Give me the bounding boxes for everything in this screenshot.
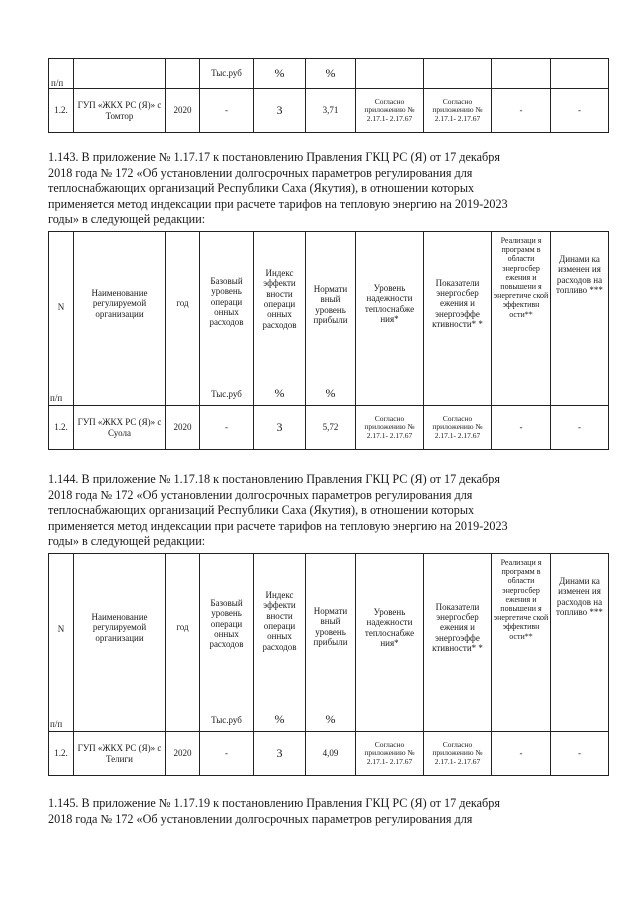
header-norm: Нормати вный уровень прибыли % [306,232,356,406]
year-cell: 2020 [166,89,200,133]
reliability-cell: Согласно приложению № 2.17.1- 2.17.67 [356,406,424,450]
header-dynamics: Динами ка изменен ия расходов на топливо *** [551,232,609,406]
header-dynamics: Динами ка изменен ия расходов на топливо *** [551,554,609,732]
section-paragraph [48,472,608,550]
header-np: п/п [50,392,63,403]
header-index: Индекс эффекти вности операци онных расходов % [254,232,306,406]
reliability-cell: Согласно приложению № 2.17.1- 2.17.67 [356,89,424,133]
paragraph-line: применяется метод индексации при расчете тарифов на тепловую энергию на 2019-2023 [48,196,508,211]
base-cell: - [200,406,254,450]
unit-rub: Тыс.руб [211,388,242,399]
header-norm: Нормати вный уровень прибыли % [306,554,356,732]
header-energy: Показатели энергосбер ежения и энергоэффе ктивности* * [424,554,492,732]
dynamics-cell: - [551,89,609,133]
org-name: ГУП «ЖКХ РС (Я)» с Суола [74,406,166,450]
header-programs: Реализаци я программ в области энергосбер ежения и повышени я энергетиче ской эффективн ости** [492,232,551,406]
row-num: 1.2. [49,89,74,133]
header-np: п/п [50,718,63,729]
tariff-table [48,553,609,776]
year-cell: 2020 [166,732,200,776]
section-paragraph [48,150,608,228]
energy-cell: Согласно приложению № 2.17.1- 2.17.67 [424,732,492,776]
header-name: Наименование регулируемой организации [74,232,166,406]
paragraph-line: 1.143. В приложение № 1.17.17 к постановлению Правления ГКЦ РС (Я) от 17 декабря [48,150,500,164]
header-n: N п/п [49,232,74,406]
norm-cell: 3,71 [306,89,356,133]
paragraph-line: 2018 года № 172 «Об установлении долгосрочных параметров регулирования для [48,811,473,826]
paragraph-line: годы» в следующей редакции: [48,534,206,549]
tariff-table [48,231,609,450]
programs-cell: - [492,406,551,450]
paragraph-line: теплоснабжающих организаций Республики Саха (Якутия), в отношении которых [48,503,475,518]
unit-pct: % [306,59,356,89]
unit-rub: Тыс.руб [211,714,242,725]
header-reliability: Уровень надежности теплоснабже ния* [356,232,424,406]
programs-cell: - [492,732,551,776]
header-reliability: Уровень надежности теплоснабже ния* [356,554,424,732]
paragraph-line: применяется метод индексации при расчете тарифов на тепловую энергию на 2019-2023 [48,518,508,533]
header-programs: Реализаци я программ в области энергосбер ежения и повышени я энергетиче ской эффективн ости** [492,554,551,732]
header-energy: Показатели энергосбер ежения и энергоэффе ктивности* * [424,232,492,406]
paragraph-line: теплоснабжающих организаций Республики Саха (Якутия), в отношении которых [48,181,475,196]
norm-cell: 5,72 [306,406,356,450]
base-cell: - [200,89,254,133]
index-cell: 3 [254,406,306,450]
index-cell: 3 [254,89,306,133]
paragraph-line: 1.145. В приложение № 1.17.19 к постановлению Правления ГКЦ РС (Я) от 17 декабря [48,796,500,810]
unit-rub: Тыс.руб [200,59,254,89]
header-year: год [166,232,200,406]
unit-pct: % [325,712,336,727]
unit-pct: % [274,386,285,401]
unit-pct: % [274,712,285,727]
programs-cell: - [492,89,551,133]
paragraph-line: годы» в следующей редакции: [48,212,206,227]
unit-pct: % [325,386,336,401]
index-cell: 3 [254,732,306,776]
energy-cell: Согласно приложению № 2.17.1- 2.17.67 [424,89,492,133]
base-cell: - [200,732,254,776]
dynamics-cell: - [551,732,609,776]
header-np: п/п [49,59,74,89]
org-name: ГУП «ЖКХ РС (Я)» с Телиги [74,732,166,776]
norm-cell: 4,09 [306,732,356,776]
reliability-cell: Согласно приложению № 2.17.1- 2.17.67 [356,732,424,776]
energy-cell: Согласно приложению № 2.17.1- 2.17.67 [424,406,492,450]
year-cell: 2020 [166,406,200,450]
header-base: Базовый уровень операци онных расходов Тыс.руб [200,232,254,406]
header-year: год [166,554,200,732]
dynamics-cell: - [551,406,609,450]
top-table [48,58,609,133]
header-name: Наименование регулируемой организации [74,554,166,732]
paragraph-line: 2018 года № 172 «Об установлении долгосрочных параметров регулирования для [48,165,473,180]
header-index: Индекс эффекти вности операци онных расходов % [254,554,306,732]
paragraph-line: 2018 года № 172 «Об установлении долгосрочных параметров регулирования для [48,487,473,502]
header-base: Базовый уровень операци онных расходов Тыс.руб [200,554,254,732]
section-paragraph [48,796,608,827]
row-num: 1.2. [49,406,74,450]
header-n: N п/п [49,554,74,732]
org-name: ГУП «ЖКХ РС (Я)» с Томтор [74,89,166,133]
unit-pct: % [254,59,306,89]
row-num: 1.2. [49,732,74,776]
paragraph-line: 1.144. В приложение № 1.17.18 к постановлению Правления ГКЦ РС (Я) от 17 декабря [48,472,500,486]
